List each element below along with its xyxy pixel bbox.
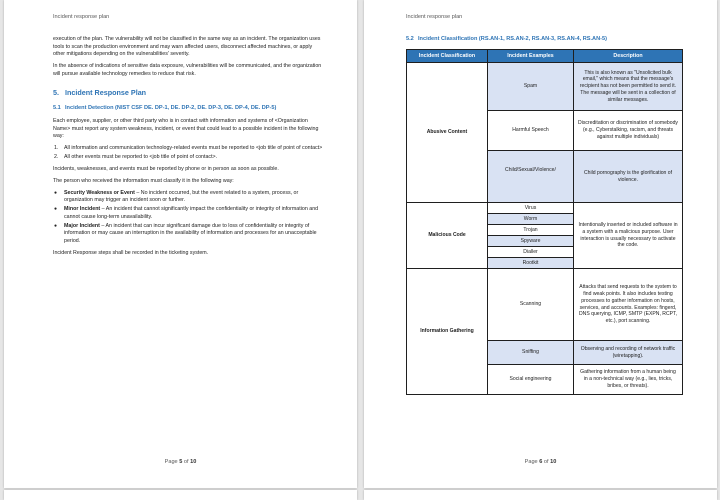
incident-classification-table bbox=[406, 49, 683, 395]
description-cell: Intentionally inserted or included software in a system with a malicious purpose. User interaction is usually necessary to activate the code. bbox=[574, 203, 683, 269]
bullet-term: Major Incident bbox=[64, 222, 100, 229]
bullet-marker: ● bbox=[54, 189, 58, 196]
column-header: Description bbox=[574, 50, 683, 63]
paragraph: Incident Response steps shall be recorded in the ticketing system. bbox=[53, 250, 209, 256]
page-footer bbox=[4, 459, 357, 465]
footer-page-number: 5 bbox=[179, 459, 183, 465]
footer-prefix: Page bbox=[164, 459, 180, 465]
section-heading bbox=[53, 88, 325, 98]
bullet-list bbox=[53, 190, 325, 246]
list-item bbox=[53, 190, 325, 205]
next-page-edge bbox=[4, 490, 357, 500]
description-cell: Observing and recording of network traffic (wiretapping). bbox=[574, 341, 683, 365]
example-cell: Spyware bbox=[488, 236, 574, 247]
description-cell: Discreditation or discrimination of somebody (e.g., Cyberstalking, racism, and threats against multiple individuals) bbox=[574, 111, 683, 151]
category-cell: Malicious Code bbox=[407, 203, 488, 269]
category-cell: Information Gathering bbox=[407, 269, 488, 395]
description-cell: Child pornography is the glorification of violence. bbox=[574, 151, 683, 203]
page-footer bbox=[364, 459, 717, 465]
example-cell: Spam bbox=[488, 63, 574, 111]
example-cell: Rootkit bbox=[488, 258, 574, 269]
subsection-title: Incident Detection (NIST CSF DE. DP-1, DE. DP-2, DE. DP-3, DE. DP-4, DE. DP-5) bbox=[65, 104, 277, 111]
subsection-number: 5.1 bbox=[53, 104, 61, 111]
example-cell: Virus bbox=[488, 203, 574, 214]
section-title: Incident Response Plan bbox=[65, 87, 147, 97]
bullet-marker: ● bbox=[54, 222, 58, 229]
bullet-term: Security Weakness or Event bbox=[64, 189, 135, 196]
section-number: 5. bbox=[53, 87, 59, 97]
paragraph: execution of the plan. The vulnerability will not be classified in the same way as an incident. The organization uses tools to scan the production environment and may warn affected users, disconnect affected machines, or apply other mitigations depending on the vulnerabilities' severity. bbox=[53, 36, 321, 58]
list-item bbox=[53, 206, 325, 221]
footer-prefix: Page bbox=[524, 459, 540, 465]
description-cell: This is also known as "Unsolicited bulk email," which means that the message's recipient has not been permitted to send it. The message will be sent in a collection of similar messages. bbox=[574, 63, 683, 111]
page-6-content bbox=[406, 36, 682, 395]
paragraph: Incidents, weaknesses, and events must be reported by phone or in person as soon as possible. bbox=[53, 166, 279, 173]
list-item bbox=[53, 154, 325, 162]
footer-page-number: 6 bbox=[539, 459, 543, 465]
bullet-text: – An incident that cannot significantly impact the confidentiality or integrity of information and cannot cause long-term unavailability. bbox=[64, 206, 319, 220]
description-cell: Gathering information from a human being in a non-technical way (e.g., lies, tricks, bribes, or threats). bbox=[574, 365, 683, 395]
description-cell: Attacks that send requests to the system to find weak points. It also includes testing processes to gather information on hosts, services, and accounts. Examples: fingerd, DNS querying, ICMP, SMTP (EXPN, RCPT, etc.), port scanning. bbox=[574, 269, 683, 341]
paragraph: The person who received the information must classify it in the following way: bbox=[53, 177, 234, 184]
example-cell: Child/Sexual/Violence/ bbox=[488, 151, 574, 203]
list-item bbox=[53, 145, 325, 153]
subsection-title: Incident Classification (RS.AN-1, RS.AN-2, RS.AN-3, RS.AN-4, RS.AN-5) bbox=[418, 36, 607, 42]
example-cell: Harmful Speech bbox=[488, 111, 574, 151]
paragraph: In the absence of indications of sensitive data exposure, vulnerabilities will be communicated, and the organization will pursue available technology remedies to reduce that risk. bbox=[53, 63, 322, 77]
subsection-number: 5.2 bbox=[406, 36, 414, 42]
footer-page-total: 10 bbox=[550, 459, 557, 465]
list-item bbox=[53, 223, 325, 246]
table-header-row bbox=[407, 50, 683, 63]
list-item-text: All information and communication technology-related events must be reported to <job title of point of contact> bbox=[64, 145, 323, 152]
example-cell: Social engineering bbox=[488, 365, 574, 395]
footer-page-total: 10 bbox=[190, 459, 197, 465]
list-marker: 2. bbox=[54, 154, 59, 161]
example-cell: Sniffing bbox=[488, 341, 574, 365]
bullet-term: Minor Incident bbox=[64, 206, 101, 213]
running-header: Incident response plan bbox=[53, 14, 110, 20]
list-item-text: All other events must be reported to <job title of point of contact>. bbox=[64, 154, 218, 161]
list-marker: 1. bbox=[54, 145, 59, 152]
bullet-text: – No incident occurred, but the event related to a system, process, or organization may trigger an incident soon or further. bbox=[64, 189, 299, 204]
footer-mid: of bbox=[182, 459, 191, 465]
table-row bbox=[407, 203, 683, 214]
footer-mid: of bbox=[542, 459, 551, 465]
example-cell: Scanning bbox=[488, 269, 574, 341]
bullet-text: – An incident that can incur significant damage due to loss of confidentiality or integrity of information or may cause an interruption in the availability of information and processes for an unacceptable period. bbox=[64, 222, 317, 245]
document-page-6 bbox=[364, 0, 717, 488]
running-header: Incident response plan bbox=[406, 14, 463, 20]
page-5-content bbox=[53, 36, 325, 262]
table-row bbox=[407, 269, 683, 341]
document-page-5 bbox=[4, 0, 357, 488]
example-cell: Dialler bbox=[488, 247, 574, 258]
next-page-edge bbox=[364, 490, 717, 500]
paragraph: Each employee, supplier, or other third party who is in contact with information and systems of <Organization Name> must report any system weakness, incident, or event that could lead to a possible incident in the following way: bbox=[53, 118, 319, 140]
numbered-list bbox=[53, 145, 325, 162]
subsection-heading bbox=[53, 104, 325, 112]
example-cell: Trojan bbox=[488, 225, 574, 236]
column-header: Incident Examples bbox=[488, 50, 574, 63]
subsection-heading bbox=[406, 36, 682, 42]
column-header: Incident Classification bbox=[407, 50, 488, 63]
example-cell: Worm bbox=[488, 214, 574, 225]
bullet-marker: ● bbox=[54, 206, 58, 213]
table-row bbox=[407, 63, 683, 111]
category-cell: Abusive Content bbox=[407, 63, 488, 203]
